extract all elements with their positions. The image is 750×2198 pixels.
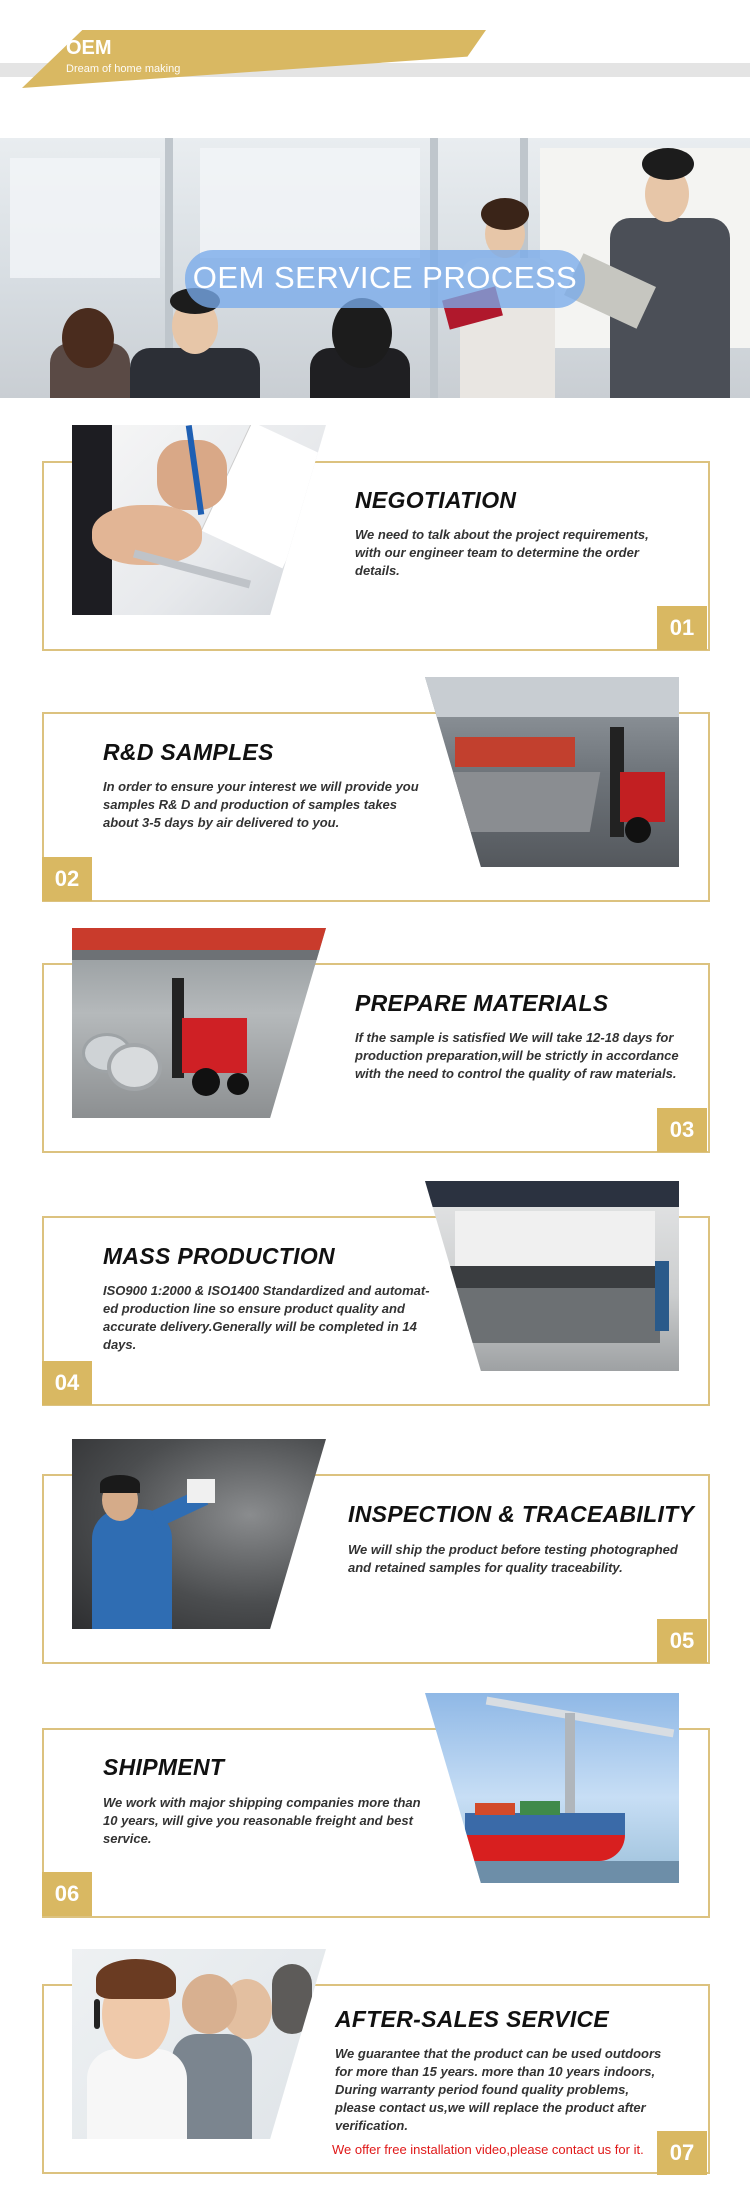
step-number-badge: 03 <box>657 1108 707 1152</box>
hero-meeting-image <box>0 138 750 398</box>
step-description: In order to ensure your interest we will provide you samples R& D and production of samples takes about 3-5 days by air delivered to you. <box>103 779 419 830</box>
step-title: SHIPMENT <box>103 1754 225 1780</box>
step-description: If the sample is satisfied We will take 12-18 days for production preparation,will be strictly in accordance with the need to control the quality of raw materials. <box>355 1030 679 1081</box>
header-subtitle: Dream of home making <box>66 63 181 75</box>
step-description: We will ship the product before testing photographed and retained samples for quality traceability. <box>348 1542 678 1575</box>
step-number-badge: 04 <box>42 1361 92 1405</box>
step-title: MASS PRODUCTION <box>103 1243 335 1269</box>
step-number-badge: 07 <box>657 2131 707 2175</box>
step-number-badge: 01 <box>657 606 707 650</box>
installation-video-note: We offer free installation video,please contact us for it. <box>332 2142 644 2157</box>
step-title: PREPARE MATERIALS <box>355 990 609 1016</box>
step-description: We work with major shipping companies more than 10 years, will give you reasonable freight and best service. <box>103 1795 421 1846</box>
step-title: AFTER-SALES SERVICE <box>335 2006 610 2032</box>
step-title: INSPECTION & TRACEABILITY <box>348 1501 695 1527</box>
step-number-badge: 02 <box>42 857 92 901</box>
step-number-badge: 05 <box>657 1619 707 1663</box>
step-title: R&D SAMPLES <box>103 739 274 765</box>
step-number-badge: 06 <box>42 1872 92 1916</box>
step-description: We guarantee that the product can be used outdoors for more than 15 years. more than 10 years indoors, During warranty period found quality problems, please contact us,we will replace the product after verification. <box>335 2046 662 2133</box>
step-description: We need to talk about the project requirements, with our engineer team to determine the order details. <box>355 527 649 578</box>
header-title: OEM <box>66 37 112 59</box>
step-title: NEGOTIATION <box>355 487 517 513</box>
hero-title: OEM SERVICE PROCESS <box>192 260 578 295</box>
step-description: ISO900 1:2000 & ISO1400 Standardized and automat- ed production line so ensure product quality and accurate delivery.Generally will be completed in 14 days. <box>103 1283 430 1352</box>
